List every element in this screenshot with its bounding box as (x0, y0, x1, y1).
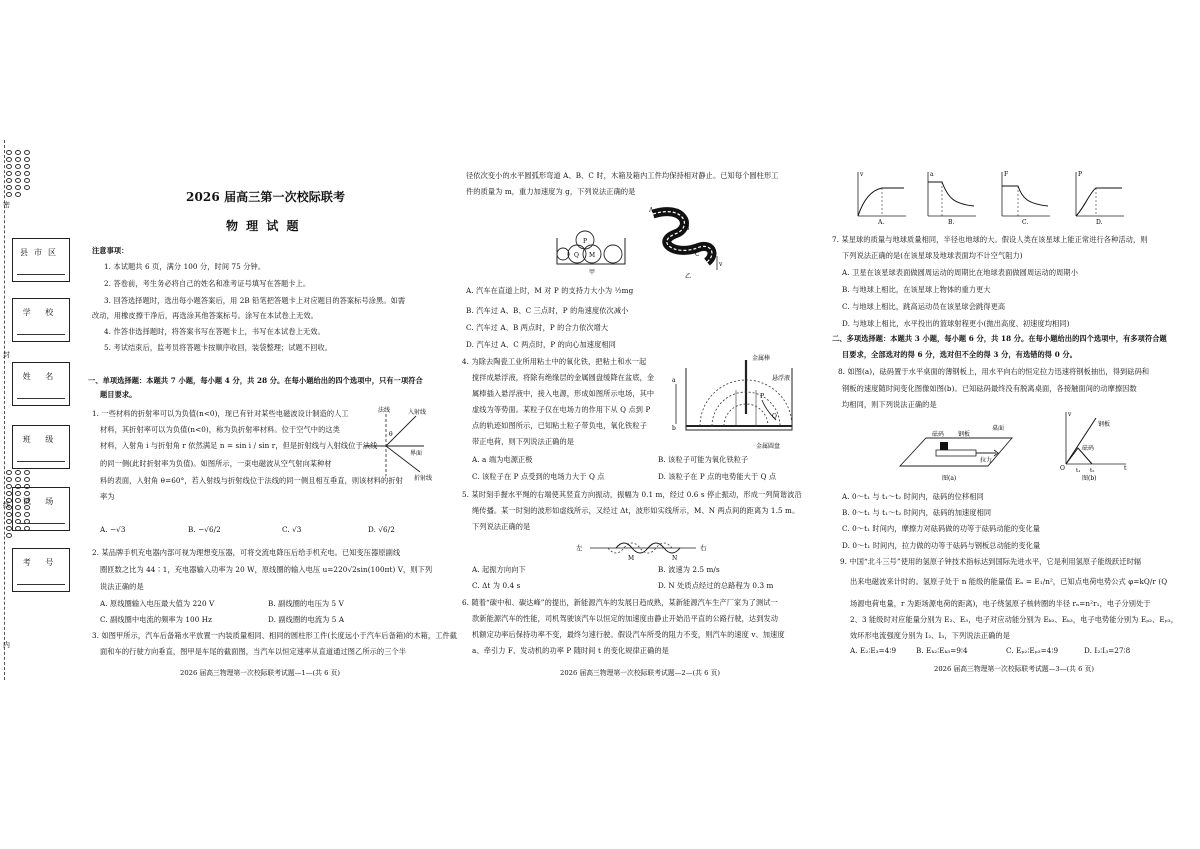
q4-line: 点的轨迹如图所示，已知粘土粒子带负电，氧化铁粒子 (472, 421, 647, 430)
q9-line: 效环形电流强度分别为 I₂、I₃，下列说法正确的是 (850, 631, 1010, 640)
figure-8a (896, 414, 1016, 486)
page-footer: 2026 届高三物理第一次校际联考试题—1—(共 6 页) (180, 669, 341, 677)
section-heading: 二、多项选择题：本题共 3 小题，每小题 6 分，共 18 分。在每小题给出的四个选项中，有多项符合题 (832, 334, 1167, 343)
seal-line (4, 140, 6, 680)
q3-line: 3. 如图甲所示，汽车后备箱水平放置一内装质量相同、相同的圆柱形工件(长度远小于汽车后备箱)的木箱，工件截 (92, 631, 458, 640)
origin-o: O (1060, 465, 1065, 472)
q5-option-c: C. Δt 为 0.4 s (472, 581, 521, 590)
graph-label: B. (948, 219, 955, 226)
section-heading: 目要求，全部选对的得 6 分，选对但不全的得 3 分，有选错的得 0 分。 (842, 350, 1077, 359)
label-jia: 甲 (589, 269, 596, 276)
label-a: A (649, 207, 654, 214)
q8-option-d: D. 0～t₁ 时间内，拉力做的功等于砝码与钢板总动能的变化量 (842, 541, 1041, 550)
q8-line: 钢板的速度随时间变化图像如图(b)。已知砝码最终没有脱离桌面，各接触面间的动摩擦因数 (842, 384, 1137, 393)
q1-line: 1. 一些材料的折射率可以为负值(n<0)，现已有针对某些电磁波设计制造的人工 (92, 409, 349, 418)
label-weight: 砝码 (932, 431, 945, 438)
figure-yi-road (645, 200, 735, 280)
q1-line: 材料，其折射率可以为负值(n<0)，称为负折射率材料。位于空气中的这类 (100, 425, 340, 434)
graph-label: D. (1096, 219, 1103, 226)
axis-p: P (1078, 171, 1083, 178)
q1-option-a: A. −√3 (100, 525, 126, 534)
figure-electric-field (672, 354, 806, 454)
label-theta: θ (389, 431, 393, 438)
label-yi: 乙 (685, 273, 692, 280)
label-p-point: P (760, 393, 765, 400)
note-line: 3. 回答选择题时，选出每小题答案后，用 2B 铅笔把答题卡上对应题目的答案标号涂黑。如需 (104, 296, 406, 305)
figure-8b (1056, 408, 1130, 482)
label-desk: 桌面 (992, 425, 1005, 432)
q1-line: 材料，入射角 i 与折射角 r 依然满足 n = sin i / sin r，但是折射线与入射线位于法线 (100, 441, 378, 450)
label-refracted: 折射线 (414, 475, 433, 482)
q9-line: 2、3 能级时对应能量分别为 E₂、E₃，电子对应动能分别为 Eₖ₂、Eₖ₃，电子电势能分别为 Eₚ₂、Eₚ₃， (850, 615, 1179, 624)
q9-option-d: D. I₂∶I₃=27∶8 (1084, 646, 1131, 655)
q5-option-a: A. 起振方向向下 (472, 565, 526, 574)
section-heading: 题目要求。 (100, 390, 137, 399)
q2-option-c: C. 副线圈中电流的频率为 100 Hz (100, 615, 213, 624)
graph-a (848, 168, 910, 224)
label-suspension: 悬浮液 (772, 375, 791, 382)
label-normal: 法线 (378, 407, 391, 414)
q8-option-c: C. 0～t₁ 时间内，摩擦力对砝码做的功等于砝码动能的变化量 (842, 524, 1041, 533)
label-n-point: N (672, 555, 678, 562)
curve-steel: 钢板 (1098, 421, 1111, 428)
label-left: 左 (576, 544, 583, 552)
q1-option-d: D. √6/2 (368, 525, 395, 534)
q6-line: 机额定功率后保持功率不变，最终匀速行驶。假设汽车所受的阻力不变，则汽车的速度 v、加速度 (472, 630, 785, 639)
q6-line: 款新能源汽车的性能，司机驾驶该汽车以恒定的加速度由静止开始沿平直的公路行驶，达到发动 (472, 614, 779, 623)
q1-option-c: C. √3 (282, 525, 302, 534)
q7-option-a: A. 卫星在该星球表面做圆周运动的周期比在地球表面做圆周运动的周期小 (842, 268, 1078, 277)
axis-a: a (930, 171, 934, 178)
field-county[interactable]: 县市区 (12, 238, 70, 282)
q3-cont-line: 件的质量为 m，重力加速度为 g，下列说法正确的是 (466, 187, 636, 196)
page-footer: 2026 届高三物理第一次校际联考试题—3—(共 6 页) (934, 665, 1095, 673)
q3-option-c: C. 汽车过 A、B 两点时，P 的合力依次增大 (466, 323, 609, 332)
q6-line: a、牵引力 F、发动机的功率 P 随时间 t 的变化规律正确的是 (472, 646, 669, 655)
notes-heading: 注意事项： (92, 246, 129, 255)
axis-t: t (1124, 465, 1127, 472)
q1-line: 的同一侧(此时折射率为负值)。如图所示，一束电磁波从空气射向某种材 (100, 459, 332, 468)
label-fig-a: 图(a) (942, 475, 957, 482)
label-q: Q (574, 252, 579, 259)
note-line: 改动，用橡皮擦干净后，再选涂其他答案标号。涂写在本试卷上无效。 (92, 311, 318, 320)
label-v: v (719, 261, 723, 268)
q5-option-b: B. 波速为 2.5 m/s (658, 565, 720, 574)
graph-b (918, 168, 980, 224)
q4-line: 4. 为除去陶瓷工业所用粘土中的氧化铁，把粘土和水一起 (462, 357, 647, 366)
q4-option-c: C. 该粒子在 P 点受到的电场力大于 Q 点 (472, 472, 605, 481)
note-line: 5. 考试结束后，监考员将答题卡按顺序收回，装袋整理；试题不回收。 (104, 343, 333, 352)
label-fig-b: 图(b) (1082, 475, 1097, 482)
q2-option-a: A. 原线圈输入电压最大值为 220 V (100, 599, 215, 608)
binding-holes-top (6, 150, 32, 197)
exam-subject: 物 理 试 题 (226, 219, 301, 233)
q9-line: 9. 中国“北斗三号”使用的氢原子钟技术指标达到国际先进水平，它是利用氢原子能级跃迁时辐 (840, 557, 1142, 566)
graph-label: C. (1022, 219, 1029, 226)
label-rod: 金属棒 (752, 355, 771, 362)
section-heading: 一、单项选择题：本题共 7 小题，每小题 4 分，共 28 分。在每小题给出的四个选项中，只有一项符合 (88, 376, 423, 385)
field-exam-room[interactable]: 试 场 (12, 487, 70, 531)
q9-option-b: B. Eₖ₂∶Eₖ₃=9∶4 (916, 646, 968, 655)
seal-mark: 密 (3, 201, 10, 209)
q8-option-b: B. 0～t₁ 与 t₁～t₂ 时间内，砝码的加速度相同 (842, 508, 992, 517)
label-plate: 金属圆盘 (756, 443, 781, 450)
refraction-figure (360, 406, 440, 482)
q4-option-b: B. 该粒子可能为氧化铁粒子 (658, 455, 749, 464)
label-p: P (583, 238, 588, 245)
graph-d (1066, 168, 1128, 224)
q2-option-d: D. 副线圈的电流为 5 A (268, 615, 345, 624)
label-interface: 界面 (410, 450, 423, 457)
q4-line: 搅拌成悬浮液，将除有绝缘层的金属圆盘缓降在盆底，金 (472, 373, 655, 382)
label-b-end: b (672, 425, 676, 432)
graph-label: A. (878, 219, 885, 226)
label-a-end: a (672, 377, 676, 384)
label-b: B (685, 225, 690, 232)
q2-line: 2. 某品牌手机充电器内部可视为理想变压器，可将交流电降压后给手机充电。已知变压器原副线 (92, 548, 401, 557)
note-line: 1. 本试题共 6 页，满分 100 分，时间 75 分钟。 (104, 262, 266, 271)
label-right: 右 (700, 544, 707, 552)
q5-line: 5. 某时刻手握水平绳的右端使其竖直方向振动，振幅为 0.1 m，经过 0.6 s 停止振动，形成一列简谐波沿 (462, 490, 802, 499)
q5-line: 绳传播。某一时刻的波形如虚线所示，又经过 Δt，波形如实线所示，M、N 两点间的距离为 1.5 m。 (472, 506, 800, 515)
label-m: M (589, 252, 596, 259)
axis-v: v (860, 171, 864, 178)
q7-line: 7. 某星球的质量与地球质量相同，半径也地球的大。假设人类在该星球上能正常进行各种活动，则 (832, 235, 1148, 244)
field-name[interactable]: 姓 名 (12, 362, 70, 406)
q8-line: 均相同，则下列说法正确的是 (842, 400, 937, 409)
graph-c (992, 168, 1054, 224)
q9-option-a: A. E₂∶E₃=4∶9 (850, 646, 897, 655)
q4-line: 带正电荷，则下列说法正确的是 (472, 437, 575, 446)
curve-weight: 砝码 (1082, 445, 1095, 452)
seal-mark: 线 (3, 501, 10, 509)
q3-option-d: D. 汽车过 A、C 两点时，P 的向心加速度相同 (466, 340, 616, 349)
figure-wave (576, 536, 716, 562)
q1-option-b: B. −√6/2 (188, 525, 221, 534)
label-incident: 入射线 (408, 409, 427, 416)
q9-option-c: C. Eₚ₂∶Eₚ₃=4∶9 (1006, 646, 1059, 655)
label-pull: 拉力 (980, 457, 993, 464)
q9-line: 出来电磁波来计时的。氢原子处于 n 能级的能量值 Eₙ = E₁/n²，已知点电荷电势公式 φ=kQ/r (Q (850, 577, 1168, 586)
axis-f: F (1004, 171, 1009, 178)
tick-t2: t₂ (1090, 468, 1095, 474)
field-school[interactable]: 学 校 (12, 298, 70, 342)
seal-mark: 内 (3, 641, 10, 649)
q7-line: 下列说法正确的是(在该星球及地球表面均不计空气阻力) (842, 251, 1023, 260)
field-exam-number[interactable]: 考 号 (12, 548, 70, 592)
q1-line: 率为 (100, 492, 115, 501)
field-class[interactable]: 班 级 (12, 425, 70, 469)
label-m-point: M (628, 555, 635, 562)
q1-line: 料的表面，入射角 θ=60°，若入射线与折射线位于法线的同一侧且相互垂直，则该材料的折射 (100, 476, 403, 485)
q5-line: 下列说法正确的是 (472, 522, 531, 531)
q4-option-a: A. a 端为电源正极 (472, 455, 533, 464)
q7-option-c: C. 与地球上相比，跳高运动员在该星球会跳得更高 (842, 302, 1006, 311)
q3-line: 面和车的行驶方向垂直，图甲是车尾的截面图，当汽车以恒定速率从直道通过图乙所示的三个半 (100, 647, 407, 656)
seal-mark: 封 (3, 351, 10, 359)
exam-title: 2026 届高三第一次校际联考 (186, 190, 346, 204)
label-q-point: Q (772, 413, 777, 420)
q7-option-d: D. 与地球上相比，水平投出的篮球射程更小(抛出高度、初速度均相同) (842, 319, 1070, 328)
q8-option-a: A. 0～t₁ 与 t₁～t₂ 时间内，砝码的位移相同 (842, 492, 984, 501)
q4-line: 属棒插入悬浮液中，接入电源，形成如图所示电场，其中 (472, 389, 655, 398)
q4-option-d: D. 该粒子在 P 点的电势能大于 Q 点 (658, 472, 777, 481)
note-line: 2. 答卷前，考生务必将自己的姓名和准考证号填写在答题卡上。 (104, 279, 311, 288)
note-line: 4. 作答非选择题时，将答案书写在答题卡上，书写在本试卷上无效。 (104, 327, 325, 336)
q9-line: 场源电荷电量，r 为距场源电荷的距离)，电子绕氢原子核转圈的半径 rₙ=n²r₁，电子分别处于 (850, 599, 1151, 608)
q7-option-b: B. 与地球上相比，在该星球上物体的重力更大 (842, 285, 991, 294)
figure-jia-box (555, 224, 635, 276)
q8-line: 8. 如图(a)，砝码置于水平桌面的薄钢板上，用水平向右的恒定拉力迅速将钢板抽出，得到砝码和 (838, 367, 1150, 376)
label-steel-plate: 钢板 (958, 431, 971, 438)
q3-option-a: A. 汽车在直道上时，M 对 P 的支持力大小为 ½mg (466, 286, 634, 295)
q2-option-b: B. 副线圈的电压为 5 V (268, 599, 344, 608)
axis-v: v (1068, 411, 1072, 418)
q4-line: 虚线为等势面。某粒子仅在电场力的作用下从 Q 点到 P (472, 405, 651, 414)
tick-t1: t₁ (1076, 468, 1081, 474)
q5-option-d: D. N 处质点经过的总路程为 0.3 m (658, 581, 774, 590)
q3-cont-line: 径依次变小的水平圆弧形弯道 A、B、C 时，木箱及箱内工件均保持相对静止。已知每个圆柱形工 (466, 171, 779, 180)
q6-line: 6. 随着“碳中和、碳达峰”的提出，新能源汽车的发展日趋成熟，某新能源汽车生产厂家为了测试一 (462, 598, 778, 607)
q2-line: 圈匝数之比为 44∶1，充电器输入功率为 20 W，原线圈的输入电压 u=220√2sin(100πt) V，则下列 (100, 565, 433, 574)
q2-line: 说法正确的是 (100, 582, 144, 591)
q3-option-b: B. 汽车过 A、B、C 三点时，P 的角速度依次减小 (466, 306, 629, 315)
page-footer: 2026 届高三物理第一次校际联考试题—2—(共 6 页) (560, 669, 721, 677)
label-c: C (695, 251, 700, 258)
